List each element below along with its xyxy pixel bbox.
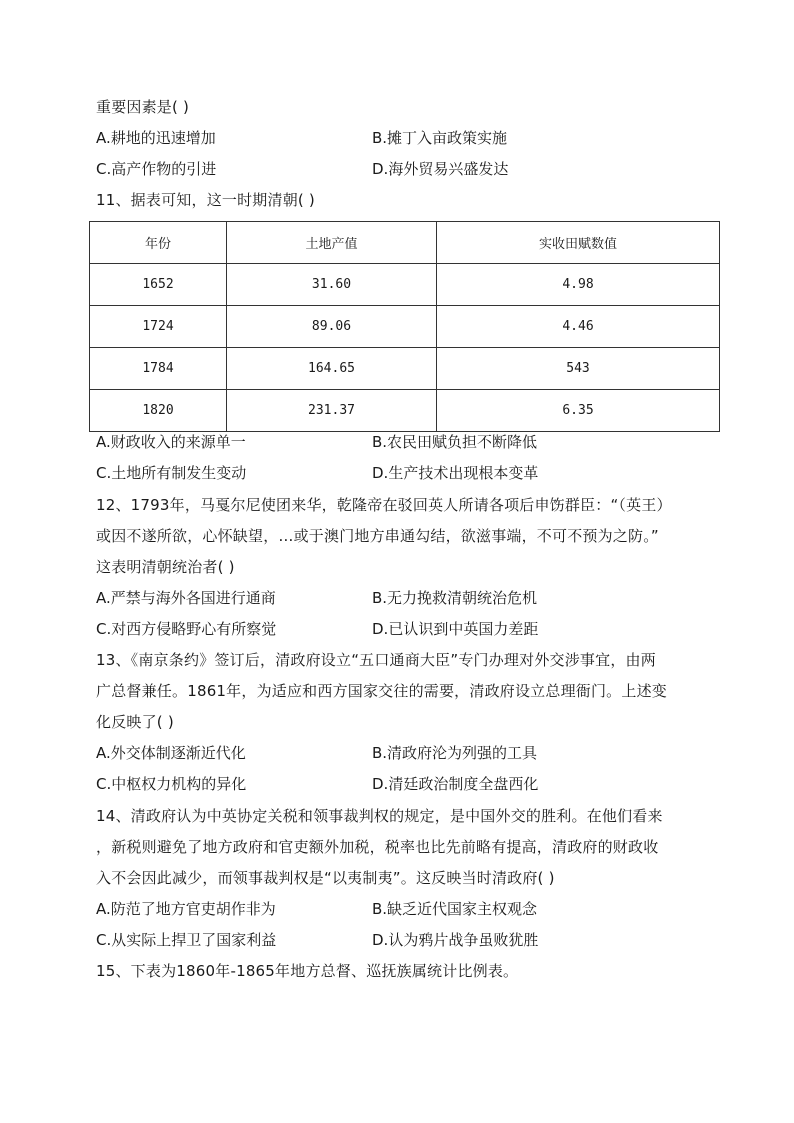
table-row <box>90 306 720 348</box>
table-row <box>90 264 720 306</box>
table-header-year: 年份 <box>90 222 227 264</box>
q12-stem-line-3: 这表明清朝统治者( ) <box>96 558 235 576</box>
table-cell: 1784 <box>90 348 227 390</box>
table-cell: 1820 <box>90 390 227 432</box>
q14-stem-line-3: 入不会因此减少，而领事裁判权是“以夷制夷”。这反映当时清政府( ) <box>96 869 555 887</box>
q12-stem-line-1: 12、1793年，马戛尔尼使团来华，乾隆帝在驳回英人所请各项后申饬群臣：“（英王） <box>96 496 672 514</box>
q11-option-c: C.土地所有制发生变动 <box>96 464 247 482</box>
table-cell: 31.60 <box>227 264 437 306</box>
table-cell: 543 <box>437 348 720 390</box>
table-header-row <box>90 222 720 264</box>
q10-option-d: D.海外贸易兴盛发达 <box>372 160 509 178</box>
table-cell: 4.98 <box>437 264 720 306</box>
q13-option-d: D.清廷政治制度全盘西化 <box>372 775 539 793</box>
q15-stem: 15、下表为1860年-1865年地方总督、巡抚族属统计比例表。 <box>96 962 519 980</box>
table-cell: 89.06 <box>227 306 437 348</box>
table-row <box>90 348 720 390</box>
q14-option-b: B.缺乏近代国家主权观念 <box>372 900 538 918</box>
q11-option-d: D.生产技术出现根本变革 <box>372 464 539 482</box>
q13-option-b: B.清政府沦为列强的工具 <box>372 744 538 762</box>
q12-option-b: B.无力挽救清朝统治危机 <box>372 589 538 607</box>
table-header-land-value: 土地产值 <box>227 222 437 264</box>
q12-option-a: A.严禁与海外各国进行通商 <box>96 589 276 607</box>
table-row <box>90 390 720 432</box>
table-cell: 164.65 <box>227 348 437 390</box>
q10-option-c: C.高产作物的引进 <box>96 160 217 178</box>
q10-stem-tail: 重要因素是( ) <box>96 98 190 116</box>
q11-data-table <box>89 221 720 432</box>
q13-option-a: A.外交体制逐渐近代化 <box>96 744 246 762</box>
table-cell: 1652 <box>90 264 227 306</box>
table-cell: 4.46 <box>437 306 720 348</box>
q14-option-c: C.从实际上捍卫了国家利益 <box>96 931 277 949</box>
q10-option-a: A.耕地的迅速增加 <box>96 129 216 147</box>
q10-option-b: B.摊丁入亩政策实施 <box>372 129 508 147</box>
q13-stem-line-3: 化反映了( ) <box>96 713 174 731</box>
q13-stem-line-2: 广总督兼任。1861年，为适应和西方国家交往的需要，清政府设立总理衙门。上述变 <box>96 682 667 700</box>
q11-stem: 11、据表可知，这一时期清朝( ) <box>96 191 315 209</box>
q13-option-c: C.中枢权力机构的异化 <box>96 775 247 793</box>
q14-stem-line-1: 14、清政府认为中英协定关税和领事裁判权的规定，是中国外交的胜利。在他们看来 <box>96 807 663 825</box>
table-header-tax-value: 实收田赋数值 <box>437 222 720 264</box>
q12-stem-line-2: 或因不遂所欲，心怀缺望，…或于澳门地方串通勾结，欲滋事端，不可不预为之防。” <box>96 527 659 545</box>
table-cell: 231.37 <box>227 390 437 432</box>
q14-stem-line-2: ，新税则避免了地方政府和官吏额外加税，税率也比先前略有提高，清政府的财政收 <box>96 838 659 856</box>
q11-option-a: A.财政收入的来源单一 <box>96 433 246 451</box>
q11-option-b: B.农民田赋负担不断降低 <box>372 433 538 451</box>
q14-option-d: D.认为鸦片战争虽败犹胜 <box>372 931 539 949</box>
q12-option-c: C.对西方侵略野心有所察觉 <box>96 620 277 638</box>
q14-option-a: A.防范了地方官吏胡作非为 <box>96 900 276 918</box>
table-cell: 6.35 <box>437 390 720 432</box>
q12-option-d: D.已认识到中英国力差距 <box>372 620 539 638</box>
table-cell: 1724 <box>90 306 227 348</box>
q13-stem-line-1: 13、《南京条约》签订后，清政府设立“五口通商大臣”专门办理对外交涉事宜，由两 <box>96 651 656 669</box>
